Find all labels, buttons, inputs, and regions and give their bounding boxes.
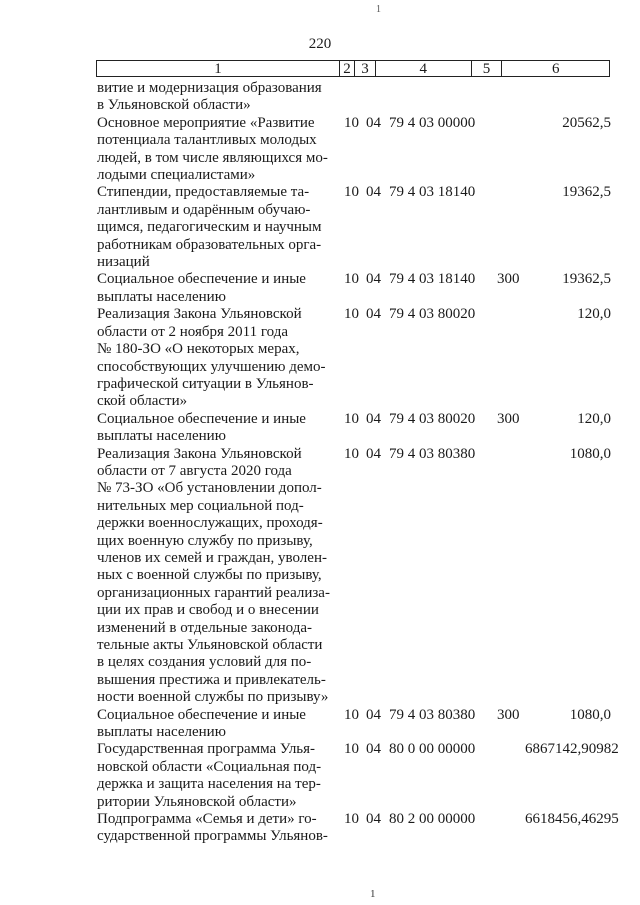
header-col-2: 2: [339, 61, 354, 76]
row-expense-type: 300: [497, 271, 520, 288]
row-subsection: 04: [366, 306, 381, 323]
table-row: [97, 707, 611, 742]
table-body: [97, 80, 619, 846]
row-name: Реализация Закона Ульяновской области от 2 ноября 2011 года № 180-ЗО «О некоторых мерах, способствующих улучшению демо- графической ситуации в Ульянов- ской области»: [97, 306, 326, 410]
row-name: Социальное обеспечение и иные выплаты населению: [97, 271, 306, 305]
row-target-article: 80 2 00 00000: [389, 811, 476, 828]
row-subsection: 04: [366, 811, 381, 828]
table-row: [97, 80, 611, 115]
table-row: [97, 411, 611, 446]
row-subsection: [359, 80, 381, 115]
table-header: [96, 60, 610, 77]
row-expense-type: [497, 811, 525, 846]
row-target-article: 79 4 03 18140: [389, 271, 476, 288]
row-name: Подпрограмма «Семья и дети» го- сударственной программы Ульянов-: [97, 811, 328, 845]
row-name: Государственная программа Улья- новской области «Социальная под- держка и защита населения на тер- ритории Ульяновской области»: [97, 741, 322, 810]
row-section: 10: [344, 114, 359, 131]
row-amount: 6618456,46295: [525, 811, 619, 828]
row-name: Стипендии, предоставляемые та- лантливым и одарённым обучаю- щимся, педагогическим и научным работникам образовательных орга- низаций: [97, 184, 322, 271]
table-row: [97, 306, 611, 410]
row-target-article: 79 4 03 00000: [389, 114, 476, 131]
row-section: 10: [344, 271, 359, 288]
row-name: Социальное обеспечение и иные выплаты населению: [97, 706, 306, 741]
row-target-article: 79 4 03 80380: [389, 445, 476, 462]
row-amount: 19362,5: [562, 271, 611, 288]
row-target-article: 79 4 03 18140: [389, 184, 476, 201]
row-target-article: [381, 80, 497, 115]
row-target-article: 79 4 03 80020: [389, 306, 476, 323]
header-col-4: 4: [375, 61, 471, 76]
bottom-mark: 1: [370, 888, 376, 900]
header-col-5: 5: [471, 61, 502, 76]
row-expense-type: [497, 80, 525, 115]
row-subsection: 04: [366, 114, 381, 131]
row-target-article: 80 0 00 00000: [389, 741, 476, 758]
table-row: [97, 271, 611, 306]
row-amount: 6867142,90982: [525, 741, 619, 758]
row-name: Реализация Закона Ульяновской области от 7 августа 2020 года № 73-ЗО «Об установлении допол- нительных мер социальной под- держки военнослужащих, проходя- щих военную службу по призыву, членов их семей и граждан, уволен- ных с военной службы по призыву, организационных гарантий реализа- ции их прав и свобод и о внесении изменений в отдельные законода- тельные акты Ульяновской области в целях создания условий для по- вышения престижа и привлекатель- ности военной службы по призыву»: [97, 445, 330, 706]
row-section: 10: [344, 445, 359, 462]
row-name: витие и модернизация образования в Ульяновской области»: [97, 80, 322, 114]
row-amount: [525, 80, 611, 115]
row-expense-type: [497, 115, 525, 185]
row-subsection: 04: [366, 445, 381, 462]
row-section: 10: [344, 706, 359, 723]
row-section: [337, 80, 359, 115]
row-expense-type: 300: [497, 410, 520, 427]
row-amount: 19362,5: [562, 184, 611, 201]
row-expense-type: [497, 446, 525, 707]
row-subsection: 04: [366, 271, 381, 288]
row-amount: 1080,0: [569, 706, 611, 723]
table-row: [97, 811, 619, 846]
row-amount: 20562,5: [562, 114, 611, 131]
row-amount: 1080,0: [569, 445, 611, 462]
table-row: [97, 115, 611, 185]
header-col-6: 6: [501, 61, 609, 76]
table-row: [97, 446, 611, 707]
row-name: Социальное обеспечение и иные выплаты населению: [97, 410, 306, 445]
row-target-article: 79 4 03 80020: [389, 410, 476, 427]
row-section: 10: [344, 306, 359, 323]
page-number: 220: [308, 36, 332, 52]
row-section: 10: [344, 811, 359, 828]
row-section: 10: [344, 410, 359, 427]
table-row: [97, 741, 619, 811]
row-expense-type: [497, 741, 525, 811]
table-row: [97, 184, 611, 271]
row-amount: 120,0: [577, 410, 611, 427]
row-expense-type: 300: [497, 706, 520, 723]
top-mark: 1: [376, 4, 381, 15]
row-subsection: 04: [366, 184, 381, 201]
row-subsection: 04: [366, 706, 381, 723]
row-target-article: 79 4 03 80380: [389, 706, 476, 723]
row-section: 10: [344, 184, 359, 201]
header-col-3: 3: [354, 61, 375, 76]
row-subsection: 04: [366, 410, 381, 427]
row-subsection: 04: [366, 741, 381, 758]
row-amount: 120,0: [577, 306, 611, 323]
row-expense-type: [497, 306, 525, 410]
header-col-1: 1: [214, 61, 222, 77]
row-expense-type: [497, 184, 525, 271]
row-section: 10: [344, 741, 359, 758]
row-name: Основное мероприятие «Развитие потенциала талантливых молодых людей, в том числе являющихся мо- лодыми специалистами»: [97, 114, 328, 184]
